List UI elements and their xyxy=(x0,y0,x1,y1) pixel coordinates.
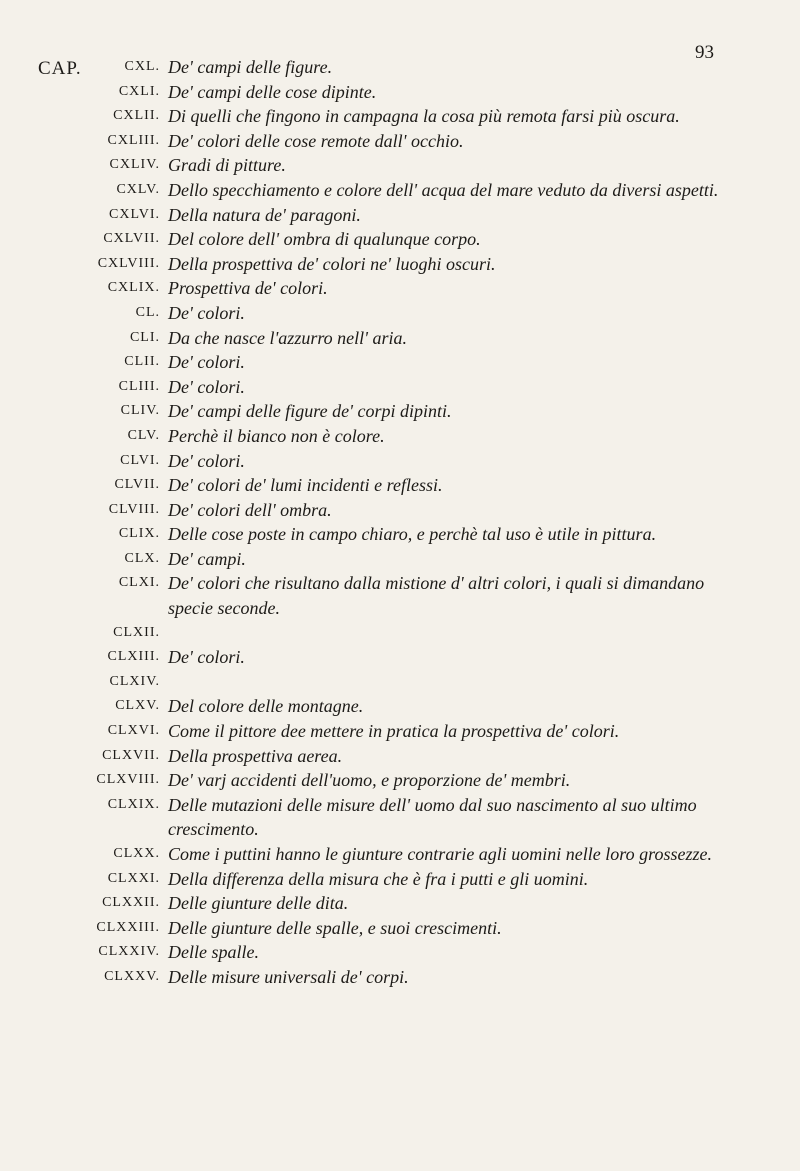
toc-entry xyxy=(86,252,726,277)
toc-entry xyxy=(86,891,726,916)
toc-entry xyxy=(86,203,726,228)
entry-number: CLVII. xyxy=(114,477,160,493)
entry-number: CLXXIV. xyxy=(98,944,160,960)
toc-entry xyxy=(86,104,726,129)
entry-number: CLXXI. xyxy=(107,870,160,886)
entry-title: Prospettiva de' colori. xyxy=(168,278,328,299)
entry-number: CXLII. xyxy=(113,108,160,124)
entry-number: CLXI. xyxy=(118,575,160,591)
toc-entry xyxy=(86,276,726,301)
entry-number: CLXII. xyxy=(113,624,160,640)
entry-title: De' colori. xyxy=(168,352,245,373)
entry-number: CXLVII. xyxy=(103,231,160,247)
entry-number: CLXVIII. xyxy=(96,772,160,788)
entry-title: Di quelli che fingono in campagna la cosa più remota farsi più oscura. xyxy=(168,106,680,127)
toc-entry xyxy=(86,571,726,620)
entry-number: CXL. xyxy=(124,59,160,74)
entry-title: Del colore delle montagne. xyxy=(168,696,364,717)
entry-number: CXLVIII. xyxy=(97,255,160,271)
entry-title: De' colori che risultano dalla mistione d' altri colori, i quali si dimandano specie seconde. xyxy=(168,573,705,619)
entry-title: De' colori. xyxy=(168,376,245,397)
entry-title: Da che nasce l'azzurro nell' aria. xyxy=(168,327,408,348)
toc-entry xyxy=(86,424,726,449)
entry-number: CLXIII. xyxy=(107,649,160,665)
entry-title: Del colore dell' ombra di qualunque corpo. xyxy=(168,229,481,250)
entry-number: CLV. xyxy=(127,427,160,443)
entry-number: CLXV. xyxy=(115,698,160,714)
entry-title: Della prospettiva de' colori ne' luoghi oscuri. xyxy=(168,253,496,274)
toc-entry xyxy=(86,301,726,326)
entry-number: CLI. xyxy=(129,329,160,345)
entry-title: Della differenza della misura che è fra i putti e gli uomini. xyxy=(168,868,589,889)
entry-number: CLXXII. xyxy=(102,895,160,911)
toc-entry xyxy=(86,80,726,105)
entry-title: Delle mutazioni delle misure dell' uomo dal suo nascimento al suo ultimo crescimento. xyxy=(168,794,697,840)
toc-entry xyxy=(86,375,726,400)
entry-title: De' colori. xyxy=(168,450,245,471)
entry-title: Delle spalle. xyxy=(168,942,259,963)
entry-title: De' colori delle cose remote dall' occhio. xyxy=(168,130,464,151)
entry-title: Dello specchiamento e colore dell' acqua del mare veduto da diversi aspetti. xyxy=(168,179,719,200)
entry-number: CLII. xyxy=(124,354,160,370)
entry-title: De' campi delle cose dipinte. xyxy=(168,81,377,102)
entry-title: Come i puttini hanno le giunture contrarie agli uomini nelle loro grossezze. xyxy=(168,844,712,864)
entry-number: CLIX. xyxy=(118,526,160,542)
entry-number: CXLIX. xyxy=(107,280,160,296)
toc-entry xyxy=(86,744,726,769)
toc-entry xyxy=(86,326,726,351)
entry-title: De' colori de' lumi incidenti e reflessi. xyxy=(168,475,443,496)
entry-number: CLXVI. xyxy=(107,723,160,739)
entry-number: CXLV. xyxy=(116,181,160,197)
toc-entry xyxy=(86,867,726,892)
toc-entry xyxy=(86,178,726,203)
entry-title: Gradi di pitture. xyxy=(168,155,286,176)
toc-entry xyxy=(86,399,726,424)
table-of-contents xyxy=(86,55,726,990)
entry-number: CLIII. xyxy=(118,378,160,394)
toc-entry xyxy=(86,153,726,178)
toc-entry xyxy=(86,449,726,474)
entry-number: CLXIV. xyxy=(109,673,160,689)
toc-entry xyxy=(86,473,726,498)
toc-entry xyxy=(86,55,726,80)
entry-title: Delle giunture delle dita. xyxy=(168,893,349,914)
toc-entry xyxy=(86,227,726,252)
toc-entry xyxy=(86,965,726,990)
entry-number: CXLVI. xyxy=(109,206,160,222)
entry-title: Delle misure universali de' corpi. xyxy=(168,966,409,987)
entry-title: Della prospettiva aerea. xyxy=(168,745,343,766)
entry-number: CLX. xyxy=(124,550,160,566)
toc-entry xyxy=(86,768,726,793)
entry-title: Delle cose poste in campo chiaro, e perchè tal uso è utile in pittura. xyxy=(168,524,657,545)
toc-entry xyxy=(86,694,726,719)
entry-title: Come il pittore dee mettere in pratica la prospettiva de' colori. xyxy=(168,721,620,742)
entry-number: CXLI. xyxy=(118,83,160,99)
page-number: 93 xyxy=(695,42,714,63)
entry-title: Delle giunture delle spalle, e suoi crescimenti. xyxy=(168,917,502,938)
toc-entry xyxy=(86,498,726,523)
entry-title: De' campi. xyxy=(168,548,246,569)
toc-entry xyxy=(86,916,726,941)
toc-entry xyxy=(86,645,726,670)
entry-number: CLIV. xyxy=(120,403,160,419)
toc-entry xyxy=(86,842,726,867)
entry-number: CXLIV. xyxy=(109,157,160,173)
entry-title: De' campi delle figure. xyxy=(168,57,333,77)
entry-title: De' varj accidenti dell'uomo, e proporzione de' membri. xyxy=(168,770,571,791)
entry-title: De' colori. xyxy=(168,647,245,668)
entry-title: Della natura de' paragoni. xyxy=(168,204,361,225)
toc-entry xyxy=(86,522,726,547)
toc-entry xyxy=(86,670,726,695)
toc-entry xyxy=(86,129,726,154)
entry-title: De' colori. xyxy=(168,302,245,323)
toc-entry xyxy=(86,621,726,646)
toc-entry xyxy=(86,940,726,965)
entry-number: CLXXV. xyxy=(104,968,160,984)
toc-entry xyxy=(86,793,726,842)
entry-number: CLVIII. xyxy=(108,501,160,517)
entry-number: CLXVII. xyxy=(102,747,160,763)
entry-number: CLVI. xyxy=(120,452,160,468)
toc-entry xyxy=(86,719,726,744)
entry-number: CLXX. xyxy=(113,846,160,861)
entry-number: CLXXIII. xyxy=(96,919,160,935)
entry-title: De' campi delle figure de' corpi dipinti. xyxy=(168,401,452,422)
toc-entry xyxy=(86,350,726,375)
chapter-label: CAP. xyxy=(38,58,82,79)
toc-entry xyxy=(86,547,726,572)
entry-number: CL. xyxy=(135,304,160,320)
entry-title: Perchè il bianco non è colore. xyxy=(168,425,385,446)
entry-title: De' colori dell' ombra. xyxy=(168,499,332,520)
entry-number: CXLIII. xyxy=(107,132,160,148)
entry-number: CLXIX. xyxy=(107,796,160,812)
